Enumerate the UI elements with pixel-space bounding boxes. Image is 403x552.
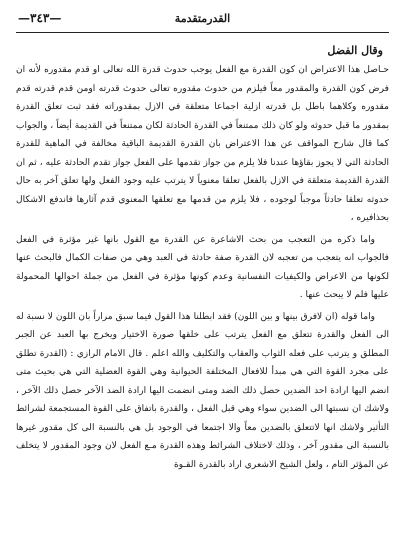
section-title: وقال الفضل <box>327 44 383 57</box>
page-body <box>16 41 389 474</box>
paragraph-1: حـاصل هذا الاعتراض ان كون القدرة مع الفعل يوجب حدوث قدرة الله تعالى او قدم مقدوره لأنه ان فرض كون القدرة والمقدور معاً فيلزم من حدوث مقدوره تعالى حدوث قدرته اومن قدم قدرته قدم مقدوره وكلاهما باطل بل قدرته ازلية اجماعا متعلقة في الازل بمقدوراته فقد ثبت تعلق القدرة بمقدور ما قبل حدوثه ولو كان ذلك ممتنعاً في القدرة الحادثة لكان ممتنعاً في القديمة أيضاً ، والجواب كما قال شارح المواقف عن هذا الاعتراض بان القدرة القديمة الباقية مخالفة في الماهية للقدرة الحادثة التي لا يجوز بقاؤها عندنا فلا يلزم من جواز تقدمها على الفعل جواز تقدم الحادثة عليه ، ثم ان القدرة القديمة متعلقة في الازل بالفعل تعلقا معنوياً لا يترتب عليه وجود الفعل ولها تعلق آخر به حال حدوثه تعلقا حادثاً موجباً لوجوده ، فلا يلزم من قدمها مع تعلقها المعنوي قدم آثارها فاندفع الاشكال بحذافيره ، <box>16 65 389 223</box>
page-header <box>16 10 389 33</box>
running-title: القدرمتقدمة <box>174 12 231 25</box>
paragraph-2: واما ذكره من التعجب من بحث الاشاعرة عن القدرة مع القول بانها غير مؤثرة في الفعل فالجواب انه يتعجب من تعجبه لان القدرة صفة حادثة في العبد وهي من صفات الكمال فالبحث عنها لكونها من الاعراض والكيفيات النفسانية وعدم كونها مؤثرة في الفعل من جملة احوالها المحمولة عليها فلم لا يبحث عنها . <box>16 234 389 300</box>
paragraph-3: واما قوله (ان لافرق بينها و بين اللون) فقد ابطلنا هذا القول فيما سبق مراراً بان اللون لا نسبة له الى الفعل والقدرة تتعلق مع الفعل يترتب على خلقها صورة الاختيار ويخرج بها العبد عن الجبر المطلق و يترتب على فعله الثواب والعقاب والتكليف والله اعلم . قال الامام الرازي : (القدرة تطلق على مجرد القوة التي هي مبدأ للافعال المختلفة الحيوانية وهي القوة العضلية التي هي بحيث متى انضم اليها ارادة احد الضدين حصل ذلك الضد ومتى انضمت اليها ارادة الضد الآخر حصل ذلك الآخر ، ولاشك ان نسبتها الى الضدين سواء وهي قبل الفعل ، والقدرة باتفاق على القوة المستجمعة لشرائط التأثير ولاشك انها لاتتعلق بالضدين معاً والا اجتمعا في الوجود بل هي بالنسبة الى كل مقدور غيرها بالنسبة الى مقدور آخر ، وذلك لاختلاف الشرائط وهذه القدرة مـع الفعل لان وجود المقدور لا يتخلف عن المؤثر التام ، ولعل الشيخ الاشعري اراد بالقدرة القـوة <box>16 311 389 470</box>
page-number: —٣٤٣— <box>18 11 62 25</box>
